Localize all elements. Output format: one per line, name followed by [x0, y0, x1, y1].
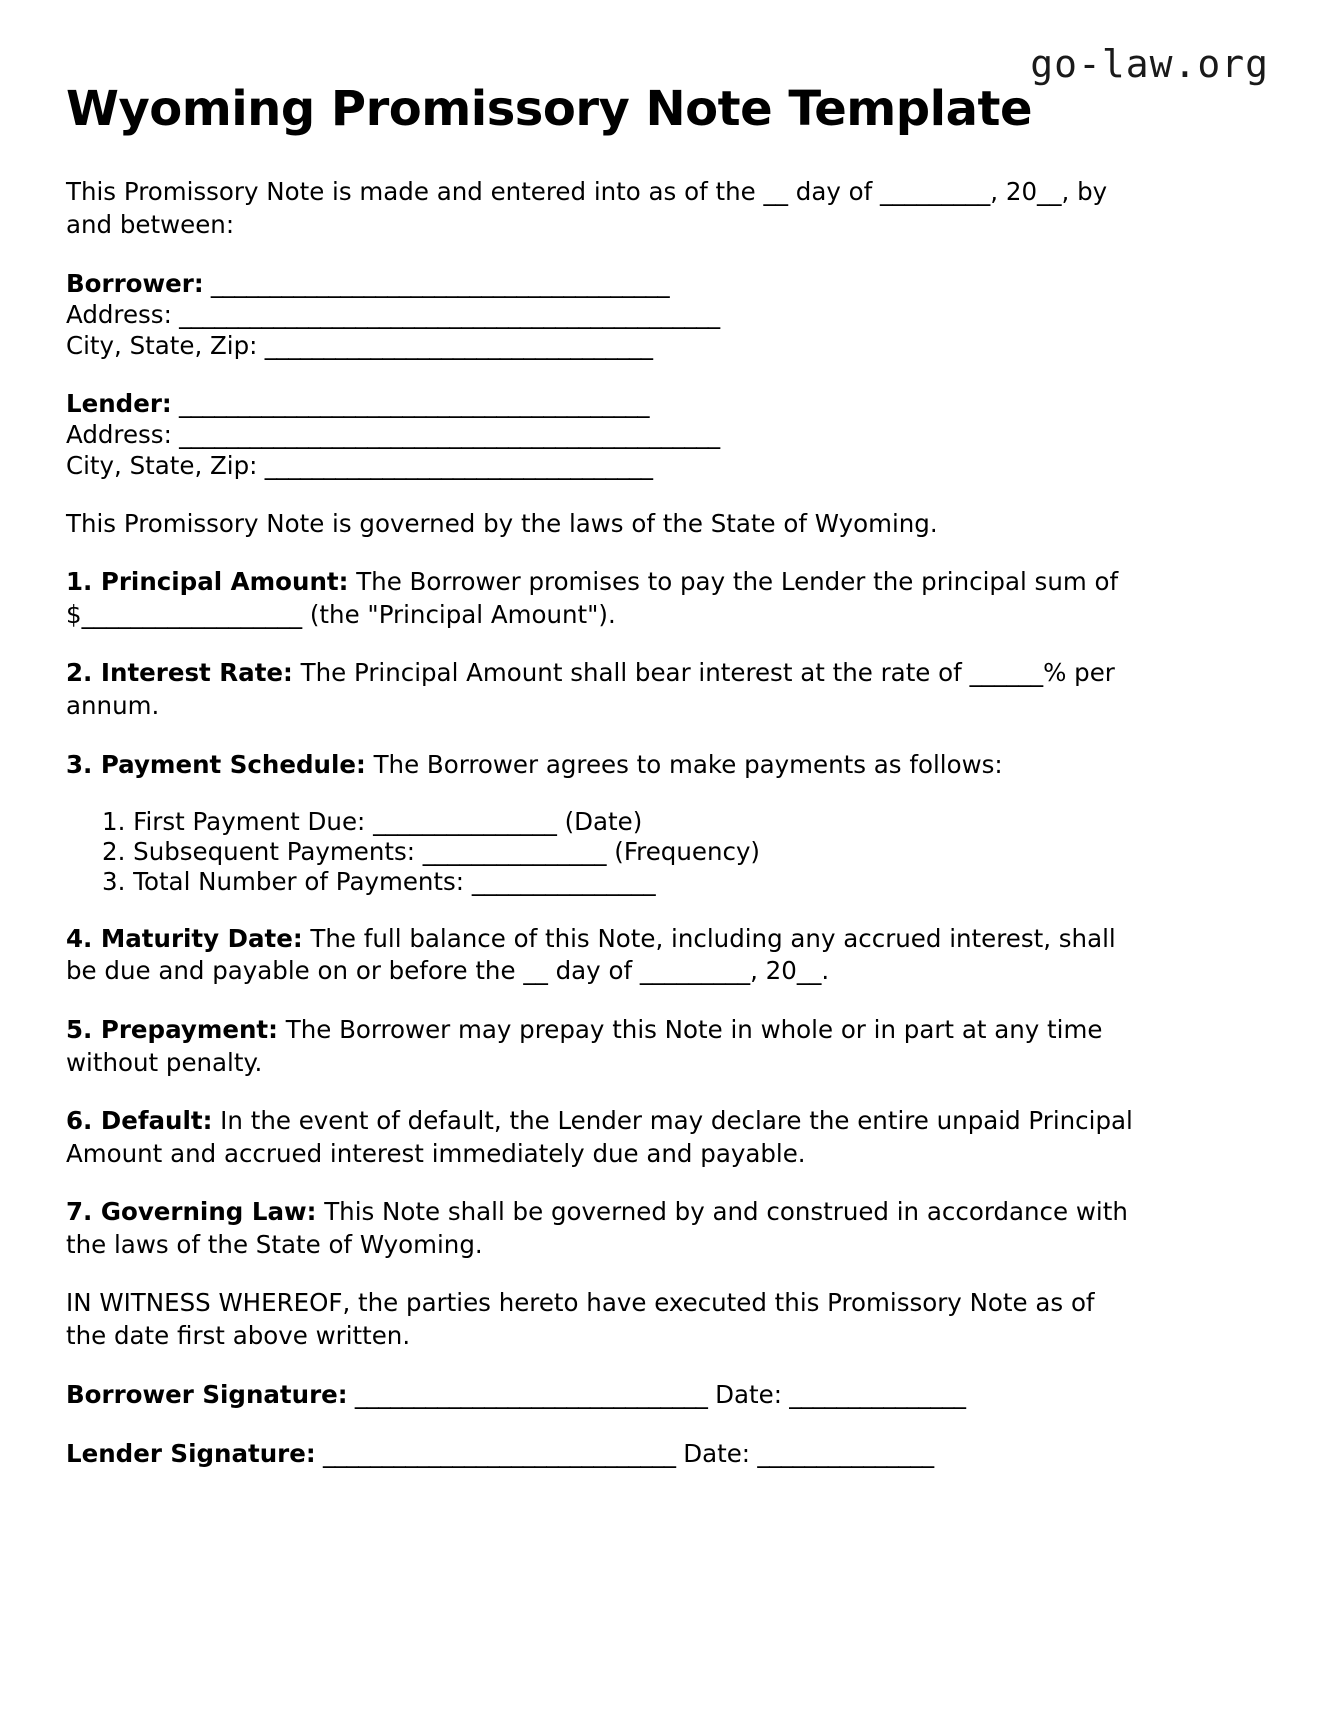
- lender-date-label: Date:: [675, 1439, 751, 1469]
- borrower-date-label: Date:: [707, 1379, 782, 1409]
- intro-paragraph: This Promissory Note is made and entered into as of the __ day of _________, 20__, by and between:: [66, 177, 1108, 239]
- clause-maturity-date-head: 4. Maturity Date:: [66, 923, 303, 953]
- borrower-signature-label: Borrower Signature:: [66, 1379, 348, 1409]
- lender-name-label: Lender:: [66, 388, 172, 418]
- witness-clause: IN WITNESS WHEREOF, the parties hereto have executed this Promissory Note as of the date first above written.: [66, 1288, 1095, 1350]
- borrower-city-label: City, State, Zip:: [66, 331, 258, 361]
- clause-governing-law-head: 7. Governing Law:: [66, 1197, 317, 1227]
- borrower-name-blank[interactable]: _______________________________________: [203, 268, 670, 298]
- borrower-city-row: [66, 330, 1138, 361]
- page-title: Wyoming Promissory Note Template: [66, 81, 1033, 137]
- clause-maturity-date: [66, 923, 1138, 988]
- clause-principal-amount-body: The Borrower promises to pay the Lender the principal sum of $__________________ (the "Principal Amount").: [66, 567, 1119, 629]
- lender-signature-blank[interactable]: ______________________________: [315, 1439, 676, 1469]
- clause-principal-amount-head: 1. Principal Amount:: [66, 567, 349, 597]
- clause-interest-rate: [66, 657, 1138, 722]
- borrower-party-block: [66, 268, 1138, 362]
- lender-date-blank[interactable]: _______________: [750, 1439, 934, 1469]
- lender-address-blank[interactable]: ______________________________________________: [171, 419, 720, 449]
- clause-maturity-date-body: The full balance of this Note, including any accrued interest, shall be due and payable on or before the __ day of _________, 20__.: [66, 923, 1116, 986]
- borrower-name-label: Borrower:: [66, 268, 204, 298]
- lender-party-block: [66, 388, 1138, 482]
- clause-governing-law: [66, 1196, 1138, 1261]
- clause-interest-rate-head: 2. Interest Rate:: [66, 658, 293, 688]
- lender-city-blank[interactable]: _________________________________: [257, 451, 653, 481]
- lender-city-row: [66, 450, 1138, 481]
- site-watermark: go-law.org: [1030, 42, 1269, 86]
- clause-prepayment-body: The Borrower may prepay this Note in whole or in part at any time without penalty.: [66, 1014, 1103, 1077]
- clause-payment-schedule: [66, 749, 1138, 782]
- clause-interest-rate-body: The Principal Amount shall bear interest at the rate of ______% per annum.: [66, 658, 1115, 721]
- lender-address-row: [66, 419, 1138, 450]
- governing-statement: This Promissory Note is governed by the laws of the State of Wyoming.: [66, 508, 938, 538]
- borrower-signature-row: [66, 1379, 1138, 1411]
- list-item[interactable]: 2. Subsequent Payments: _______________ (Frequency): [102, 837, 760, 867]
- lender-name-row: [66, 388, 1138, 419]
- clause-governing-law-body: This Note shall be governed by and construed in accordance with the laws of the State of Wyoming.: [66, 1197, 1128, 1259]
- clause-payment-schedule-body: The Borrower agrees to make payments as follows:: [365, 749, 1003, 779]
- list-item[interactable]: 3. Total Number of Payments: _______________: [102, 866, 656, 896]
- borrower-address-row: [66, 299, 1138, 330]
- lender-signature-row: [66, 1438, 1138, 1470]
- lender-city-label: City, State, Zip:: [66, 451, 258, 481]
- lender-signature-label: Lender Signature:: [66, 1439, 316, 1469]
- borrower-name-row: [66, 268, 1138, 299]
- lender-name-blank[interactable]: ________________________________________: [171, 388, 650, 418]
- borrower-address-label: Address:: [66, 299, 172, 329]
- clause-default: [66, 1105, 1138, 1170]
- clause-prepayment-head: 5. Prepayment:: [66, 1014, 278, 1044]
- clause-default-body: In the event of default, the Lender may declare the entire unpaid Principal Amount and accrued interest immediately due and payable.: [66, 1106, 1133, 1168]
- clause-principal-amount: [66, 566, 1138, 631]
- clause-prepayment: [66, 1014, 1138, 1079]
- clause-default-head: 6. Default:: [66, 1106, 213, 1136]
- borrower-address-blank[interactable]: ______________________________________________: [171, 299, 720, 329]
- borrower-city-blank[interactable]: _________________________________: [257, 331, 653, 361]
- borrower-signature-blank[interactable]: ______________________________: [347, 1379, 708, 1409]
- document-content: [66, 81, 1138, 1498]
- list-item[interactable]: 1. First Payment Due: _______________ (Date): [102, 807, 643, 837]
- borrower-date-blank[interactable]: _______________: [781, 1379, 966, 1409]
- payment-schedule-list: [66, 807, 1138, 897]
- clause-payment-schedule-head: 3. Payment Schedule:: [66, 749, 366, 779]
- lender-address-label: Address:: [66, 419, 172, 449]
